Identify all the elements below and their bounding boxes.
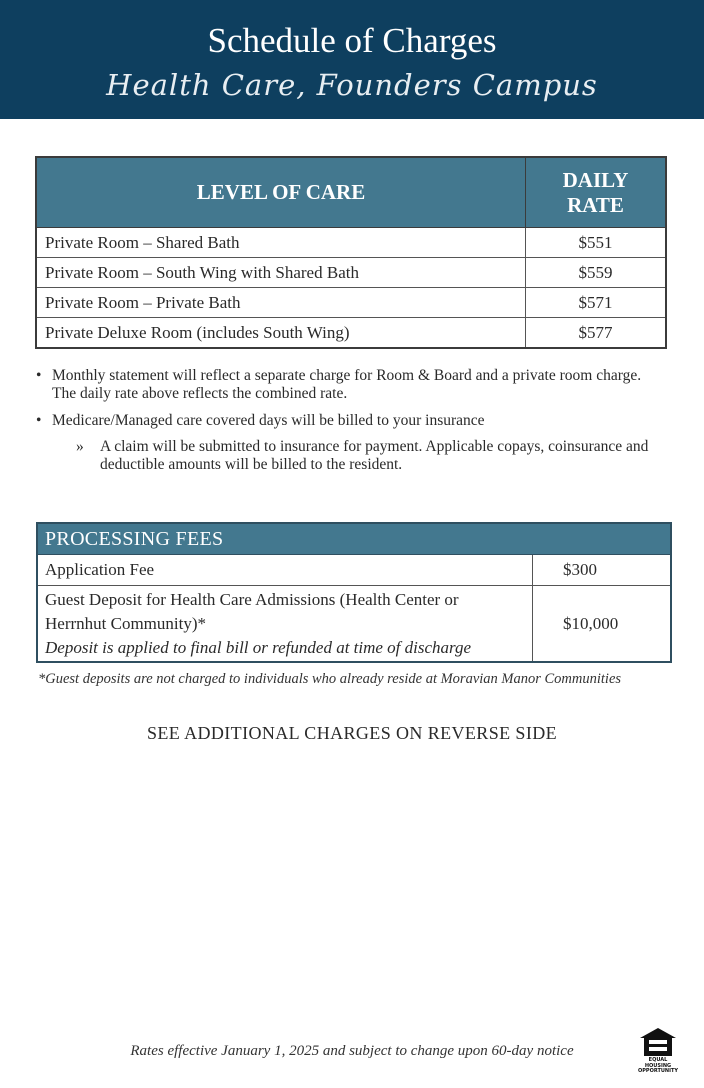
fee-amount-cell: $10,000 bbox=[533, 586, 672, 663]
care-level-cell: Private Room – South Wing with Shared Bath bbox=[36, 258, 526, 288]
daily-rate-cell: $577 bbox=[526, 318, 667, 349]
fee-amount-cell: $300 bbox=[533, 555, 672, 586]
table-row bbox=[37, 586, 671, 663]
daily-rate-cell: $551 bbox=[526, 228, 667, 258]
column-header-level: LEVEL OF CARE bbox=[36, 157, 526, 228]
daily-rate-cell: $559 bbox=[526, 258, 667, 288]
equal-housing-logo bbox=[638, 1027, 678, 1075]
table-row bbox=[36, 318, 666, 349]
table-header-row bbox=[36, 157, 666, 228]
deposit-label: Guest Deposit for Health Care Admissions (Health Center or Herrnhut Community)* bbox=[45, 589, 459, 633]
fees-heading: PROCESSING FEES bbox=[37, 523, 671, 555]
table-row bbox=[36, 228, 666, 258]
column-header-rate bbox=[526, 157, 667, 228]
deposit-note: Deposit is applied to final bill or refunded at time of discharge bbox=[45, 637, 472, 657]
note-item bbox=[36, 367, 666, 403]
note-item bbox=[36, 412, 666, 430]
equal-housing-text: EQUAL HOUSING OPPORTUNITY bbox=[638, 1057, 679, 1074]
care-level-cell: Private Room – Shared Bath bbox=[36, 228, 526, 258]
note-text: Medicare/Managed care covered days will be billed to your insurance bbox=[52, 412, 485, 429]
page-header bbox=[0, 0, 704, 119]
table-row bbox=[36, 288, 666, 318]
daily-rate-cell: $571 bbox=[526, 288, 667, 318]
table-row bbox=[36, 258, 666, 288]
sub-note-text: A claim will be submitted to insurance for payment. Applicable copays, coinsurance and deductible amounts will be billed to the resident. bbox=[100, 438, 649, 473]
page-title: Schedule of Charges bbox=[207, 21, 497, 60]
page-subtitle: Health Care, Founders Campus bbox=[106, 68, 598, 102]
chevron-right-icon: » bbox=[76, 438, 84, 455]
note-text: Monthly statement will reflect a separate charge for Room & Board and a private room charge. The daily rate above reflects the combined rate. bbox=[52, 367, 642, 402]
see-additional-charges: SEE ADDITIONAL CHARGES ON REVERSE SIDE bbox=[146, 723, 558, 743]
guest-deposit-footnote: *Guest deposits are not charged to individuals who already reside at Moravian Manor Communities bbox=[38, 671, 622, 687]
level-of-care-table bbox=[35, 156, 667, 349]
table-row bbox=[37, 555, 671, 586]
care-level-cell: Private Room – Private Bath bbox=[36, 288, 526, 318]
fee-label-cell: Application Fee bbox=[37, 555, 533, 586]
processing-fees-table bbox=[36, 522, 672, 663]
bullet-icon: • bbox=[36, 367, 42, 384]
sub-note-item bbox=[36, 438, 666, 474]
fee-label-cell bbox=[37, 586, 533, 663]
equal-housing-opportunity-icon bbox=[639, 1027, 677, 1057]
fees-header-row bbox=[37, 523, 671, 555]
rates-effective-note: Rates effective January 1, 2025 and subject to change upon 60-day notice bbox=[130, 1043, 574, 1059]
bullet-icon: • bbox=[36, 412, 42, 429]
rate-notes bbox=[36, 367, 666, 474]
column-header-rate-label: DAILY RATE bbox=[562, 167, 629, 217]
care-level-cell: Private Deluxe Room (includes South Wing) bbox=[36, 318, 526, 349]
